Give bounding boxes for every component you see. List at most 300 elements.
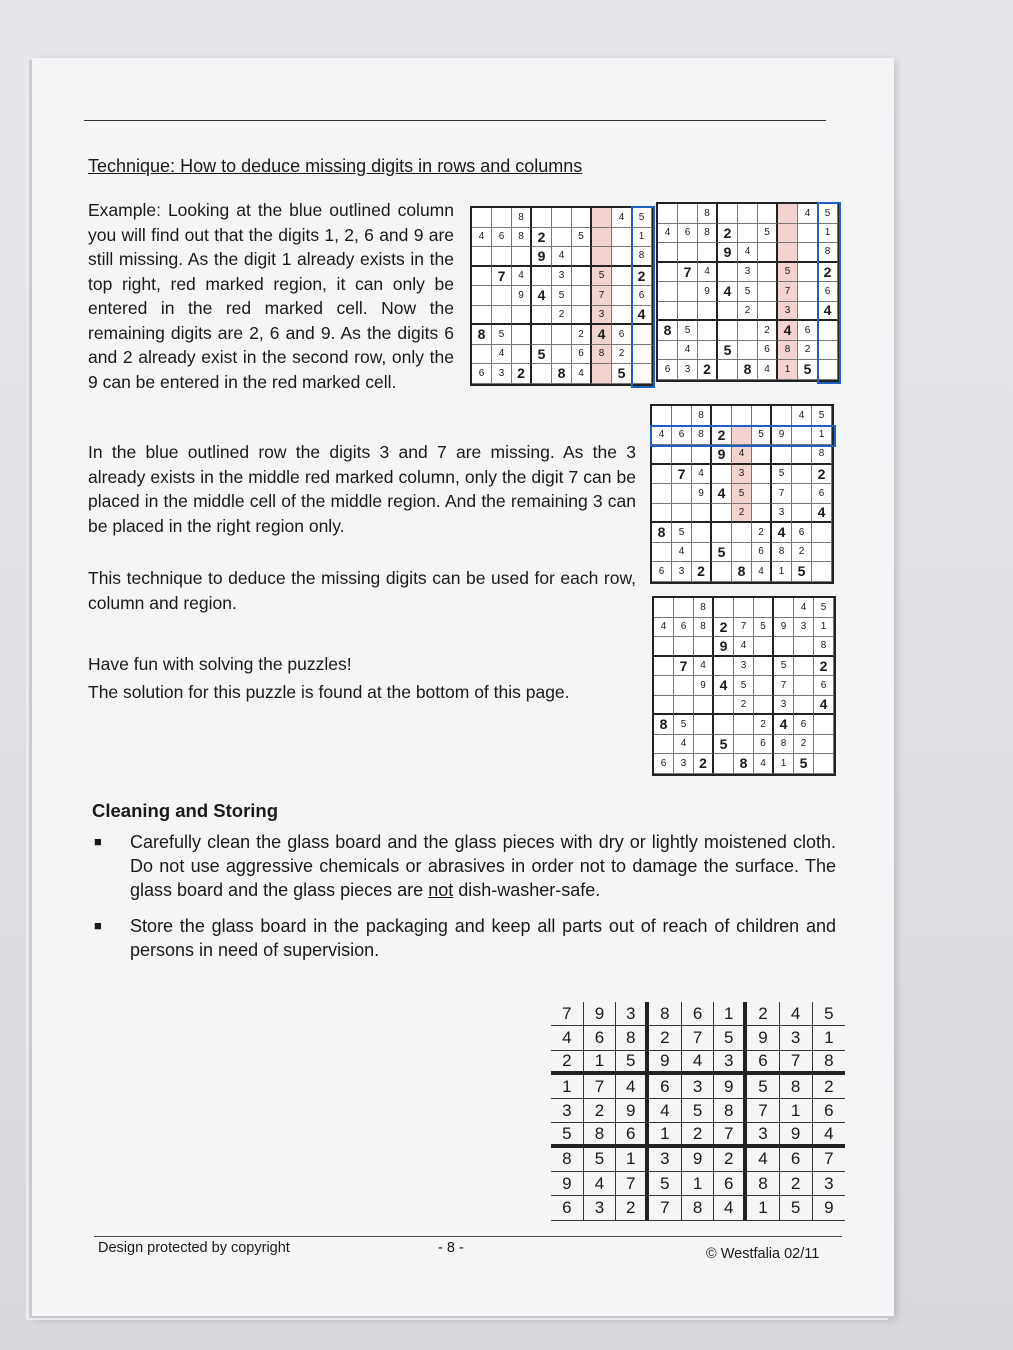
grid-cell <box>758 204 778 224</box>
grid-cell <box>718 263 738 283</box>
grid-cell: 2 <box>732 504 752 524</box>
grid-cell: 6 <box>674 618 694 638</box>
solution-cell: 6 <box>813 1099 846 1123</box>
grid-cell: 5 <box>752 426 772 446</box>
grid-cell <box>698 321 718 341</box>
grid-cell: 4 <box>712 484 732 504</box>
grid-cell <box>654 637 674 657</box>
grid-cell: 4 <box>552 247 572 267</box>
grid-cell: 4 <box>754 754 774 774</box>
solution-cell: 5 <box>551 1123 584 1147</box>
grid-cell: 2 <box>738 302 758 322</box>
grid-cell <box>658 204 678 224</box>
grid-cell <box>492 286 512 306</box>
grid-cell <box>592 208 612 228</box>
grid-cell: 8 <box>692 406 712 426</box>
grid-cell <box>732 426 752 446</box>
paragraph-example: Example: Looking at the blue outlined column you will find out that the digits 1, 2, 6 and 9 are still missing. As the digit 1 already exists in the top right, red marked region, it can only be entered in the red marked cell. Now the remaining digits are 2, 6 and 9. As the digits 6 and 2 already exist in the second row, only the 9 can be entered in the red marked cell. <box>88 200 454 392</box>
grid-cell <box>738 341 758 361</box>
grid-cell <box>734 598 754 618</box>
grid-cell <box>592 364 612 384</box>
grid-cell <box>714 657 734 677</box>
grid-cell: 4 <box>652 426 672 446</box>
grid-cell <box>738 224 758 244</box>
grid-cell <box>718 360 738 380</box>
solution-cell: 6 <box>584 1026 617 1050</box>
grid-cell <box>552 208 572 228</box>
grid-cell <box>674 696 694 716</box>
grid-cell <box>718 302 738 322</box>
grid-cell: 8 <box>694 598 714 618</box>
grid-cell <box>792 445 812 465</box>
grid-cell: 6 <box>612 325 632 345</box>
grid-cell <box>794 657 814 677</box>
grid-cell <box>732 543 752 563</box>
grid-cell: 8 <box>472 325 492 345</box>
grid-cell: 5 <box>492 325 512 345</box>
grid-cell <box>612 306 632 326</box>
grid-cell <box>754 637 774 657</box>
solution-cell: 7 <box>584 1075 617 1099</box>
solution-cell: 6 <box>616 1123 649 1147</box>
grid-cell: 4 <box>798 204 818 224</box>
grid-cell <box>592 247 612 267</box>
grid-cell <box>814 754 834 774</box>
grid-cell: 5 <box>734 676 754 696</box>
solution-cell: 4 <box>714 1196 747 1220</box>
solution-cell: 2 <box>714 1148 747 1172</box>
solution-cell: 5 <box>682 1099 715 1123</box>
grid-cell <box>672 484 692 504</box>
grid-cell <box>714 598 734 618</box>
grid-cell <box>712 523 732 543</box>
grid-cell <box>472 306 492 326</box>
grid-cell: 4 <box>572 364 592 384</box>
grid-cell <box>654 676 674 696</box>
solution-cell: 2 <box>584 1099 617 1123</box>
grid-cell: 6 <box>812 484 832 504</box>
grid-cell: 8 <box>814 637 834 657</box>
grid-cell <box>714 696 734 716</box>
grid-cell: 5 <box>798 360 818 380</box>
grid-cell <box>694 696 714 716</box>
grid-cell: 6 <box>678 224 698 244</box>
grid-cell: 4 <box>812 504 832 524</box>
grid-cell <box>674 598 694 618</box>
grid-cell: 4 <box>752 562 772 582</box>
solution-cell: 8 <box>714 1099 747 1123</box>
grid-cell <box>678 282 698 302</box>
solution-cell: 9 <box>551 1172 584 1196</box>
grid-cell: 8 <box>658 321 678 341</box>
grid-cell <box>512 325 532 345</box>
booklet-page <box>32 58 894 1316</box>
grid-cell: 2 <box>552 306 572 326</box>
grid-cell <box>652 543 672 563</box>
grid-cell: 9 <box>712 445 732 465</box>
solution-cell: 7 <box>649 1196 682 1220</box>
grid-cell: 6 <box>794 715 814 735</box>
grid-cell <box>712 465 732 485</box>
grid-cell: 1 <box>812 426 832 446</box>
grid-cell: 4 <box>658 224 678 244</box>
solution-cell: 2 <box>813 1075 846 1099</box>
grid-cell: 4 <box>672 543 692 563</box>
grid-cell: 4 <box>692 465 712 485</box>
grid-cell <box>658 282 678 302</box>
solution-cell: 6 <box>551 1196 584 1220</box>
grid-cell <box>774 637 794 657</box>
grid-cell: 5 <box>718 341 738 361</box>
grid-cell: 1 <box>774 754 794 774</box>
grid-cell: 5 <box>592 267 612 287</box>
grid-cell <box>658 263 678 283</box>
grid-cell: 4 <box>632 306 652 326</box>
grid-cell: 6 <box>572 345 592 365</box>
grid-cell <box>678 204 698 224</box>
solution-cell: 3 <box>551 1099 584 1123</box>
grid-cell: 6 <box>792 523 812 543</box>
grid-cell <box>652 445 672 465</box>
grid-cell <box>718 321 738 341</box>
grid-cell: 8 <box>694 618 714 638</box>
grid-cell <box>814 715 834 735</box>
grid-cell: 2 <box>818 263 838 283</box>
grid-cell: 4 <box>772 523 792 543</box>
solution-cell: 3 <box>714 1051 747 1075</box>
grid-cell: 3 <box>592 306 612 326</box>
grid-cell: 4 <box>814 696 834 716</box>
grid-cell <box>754 676 774 696</box>
solution-cell: 8 <box>584 1123 617 1147</box>
solution-cell: 9 <box>780 1123 813 1147</box>
grid-cell: 1 <box>814 618 834 638</box>
grid-cell <box>672 406 692 426</box>
grid-cell: 5 <box>612 364 632 384</box>
grid-cell: 5 <box>758 224 778 244</box>
grid-cell: 8 <box>818 243 838 263</box>
grid-cell: 1 <box>772 562 792 582</box>
grid-cell: 8 <box>632 247 652 267</box>
grid-cell <box>712 504 732 524</box>
grid-cell <box>532 364 552 384</box>
grid-cell: 3 <box>678 360 698 380</box>
solution-cell: 2 <box>649 1026 682 1050</box>
sudoku-example-grid <box>656 202 840 382</box>
grid-cell <box>778 204 798 224</box>
grid-cell: 3 <box>794 618 814 638</box>
grid-cell: 9 <box>774 618 794 638</box>
grid-cell <box>694 735 714 755</box>
grid-cell <box>512 345 532 365</box>
grid-cell: 4 <box>778 321 798 341</box>
grid-cell: 2 <box>792 543 812 563</box>
grid-cell: 4 <box>492 345 512 365</box>
grid-cell <box>658 302 678 322</box>
grid-cell <box>798 224 818 244</box>
grid-cell: 4 <box>654 618 674 638</box>
grid-cell: 7 <box>672 465 692 485</box>
solution-cell: 6 <box>780 1148 813 1172</box>
list-item <box>92 914 836 962</box>
grid-cell: 8 <box>698 204 718 224</box>
grid-cell: 7 <box>774 676 794 696</box>
grid-cell: 6 <box>818 282 838 302</box>
grid-cell: 1 <box>818 224 838 244</box>
cleaning-list <box>92 830 836 974</box>
grid-cell <box>754 657 774 677</box>
grid-cell <box>698 243 718 263</box>
grid-cell <box>752 406 772 426</box>
footer-publisher: © Westfalia 02/11 <box>706 1246 820 1262</box>
grid-cell <box>652 484 672 504</box>
grid-cell: 3 <box>674 754 694 774</box>
grid-cell: 9 <box>698 282 718 302</box>
grid-cell <box>714 715 734 735</box>
grid-cell <box>654 598 674 618</box>
solution-cell: 4 <box>682 1051 715 1075</box>
solution-cell: 9 <box>682 1148 715 1172</box>
paragraph-have-fun: Have fun with solving the puzzles! <box>88 654 352 674</box>
grid-cell: 6 <box>654 754 674 774</box>
solution-cell: 5 <box>813 1002 846 1026</box>
solution-cell: 9 <box>714 1075 747 1099</box>
grid-cell <box>752 445 772 465</box>
solution-cell: 1 <box>813 1026 846 1050</box>
grid-cell: 5 <box>674 715 694 735</box>
grid-cell: 7 <box>592 286 612 306</box>
grid-cell <box>472 345 492 365</box>
grid-cell: 8 <box>774 735 794 755</box>
solution-cell: 3 <box>584 1196 617 1220</box>
grid-cell <box>794 676 814 696</box>
solution-cell: 5 <box>616 1051 649 1075</box>
grid-cell <box>652 406 672 426</box>
solution-cell: 1 <box>584 1051 617 1075</box>
solution-cell: 9 <box>616 1099 649 1123</box>
solution-grid <box>551 1002 845 1221</box>
grid-cell <box>694 715 714 735</box>
solution-cell: 3 <box>616 1002 649 1026</box>
grid-cell: 2 <box>692 562 712 582</box>
grid-cell <box>792 426 812 446</box>
grid-cell: 8 <box>512 208 532 228</box>
grid-cell <box>632 325 652 345</box>
grid-cell <box>772 406 792 426</box>
grid-cell <box>612 286 632 306</box>
grid-cell <box>512 306 532 326</box>
solution-cell: 1 <box>714 1002 747 1026</box>
grid-cell: 2 <box>798 341 818 361</box>
grid-cell <box>672 445 692 465</box>
grid-cell <box>792 465 812 485</box>
grid-cell <box>652 504 672 524</box>
solution-cell: 7 <box>682 1026 715 1050</box>
grid-cell <box>552 345 572 365</box>
grid-cell: 2 <box>612 345 632 365</box>
solution-cell: 8 <box>780 1075 813 1099</box>
solution-cell: 3 <box>747 1123 780 1147</box>
grid-cell: 7 <box>678 263 698 283</box>
grid-cell <box>678 243 698 263</box>
grid-cell: 4 <box>718 282 738 302</box>
grid-cell: 4 <box>774 715 794 735</box>
grid-cell: 5 <box>774 657 794 677</box>
grid-cell: 6 <box>652 562 672 582</box>
grid-cell <box>572 286 592 306</box>
grid-cell <box>532 208 552 228</box>
solution-cell: 8 <box>616 1026 649 1050</box>
grid-cell: 4 <box>612 208 632 228</box>
grid-cell <box>738 204 758 224</box>
grid-cell: 5 <box>572 228 592 248</box>
bullet-icon: ■ <box>94 834 102 849</box>
solution-cell: 8 <box>551 1148 584 1172</box>
solution-cell: 2 <box>551 1051 584 1075</box>
grid-cell: 5 <box>672 523 692 543</box>
solution-cell: 4 <box>584 1172 617 1196</box>
grid-cell: 9 <box>772 426 792 446</box>
grid-cell <box>472 286 492 306</box>
grid-cell: 4 <box>512 267 532 287</box>
grid-cell <box>572 208 592 228</box>
grid-cell <box>592 228 612 248</box>
footer-rule <box>94 1236 842 1237</box>
solution-cell: 6 <box>714 1172 747 1196</box>
grid-cell: 8 <box>512 228 532 248</box>
grid-cell: 4 <box>818 302 838 322</box>
grid-cell: 3 <box>672 562 692 582</box>
page-title: Technique: How to deduce missing digits in rows and columns <box>88 156 583 176</box>
solution-cell: 3 <box>682 1075 715 1099</box>
sudoku-example-grid <box>470 206 654 386</box>
grid-cell: 5 <box>754 618 774 638</box>
grid-cell: 6 <box>492 228 512 248</box>
grid-cell <box>758 282 778 302</box>
grid-cell <box>692 504 712 524</box>
grid-cell: 6 <box>798 321 818 341</box>
solution-cell: 6 <box>649 1075 682 1099</box>
grid-cell: 7 <box>734 618 754 638</box>
grid-cell: 4 <box>674 735 694 755</box>
grid-cell <box>758 302 778 322</box>
solution-cell: 9 <box>747 1026 780 1050</box>
grid-cell <box>492 208 512 228</box>
grid-cell <box>694 637 714 657</box>
grid-cell: 4 <box>694 657 714 677</box>
grid-cell <box>812 543 832 563</box>
solution-cell: 1 <box>747 1196 780 1220</box>
grid-cell <box>672 504 692 524</box>
solution-cell: 7 <box>616 1172 649 1196</box>
grid-cell: 9 <box>532 247 552 267</box>
grid-cell: 2 <box>698 360 718 380</box>
grid-cell: 5 <box>814 598 834 618</box>
grid-cell: 2 <box>754 715 774 735</box>
grid-cell <box>752 484 772 504</box>
grid-cell <box>572 247 592 267</box>
grid-cell: 2 <box>718 224 738 244</box>
grid-cell <box>754 696 774 716</box>
grid-cell: 7 <box>772 484 792 504</box>
grid-cell <box>732 523 752 543</box>
grid-cell: 7 <box>492 267 512 287</box>
grid-cell: 5 <box>552 286 572 306</box>
bullet-icon: ■ <box>94 918 102 933</box>
grid-cell <box>532 325 552 345</box>
grid-cell: 2 <box>734 696 754 716</box>
grid-cell: 5 <box>738 282 758 302</box>
grid-cell <box>792 504 812 524</box>
solution-cell: 1 <box>551 1075 584 1099</box>
grid-cell: 2 <box>714 618 734 638</box>
grid-cell <box>698 302 718 322</box>
solution-cell: 7 <box>780 1051 813 1075</box>
grid-cell: 2 <box>532 228 552 248</box>
grid-cell <box>818 341 838 361</box>
grid-cell <box>472 247 492 267</box>
grid-cell: 6 <box>672 426 692 446</box>
grid-cell <box>552 228 572 248</box>
grid-cell: 7 <box>674 657 694 677</box>
grid-cell <box>692 523 712 543</box>
grid-cell <box>472 267 492 287</box>
grid-cell <box>654 696 674 716</box>
grid-cell <box>532 306 552 326</box>
grid-cell: 3 <box>774 696 794 716</box>
solution-cell: 3 <box>649 1148 682 1172</box>
grid-cell: 2 <box>814 657 834 677</box>
grid-cell <box>794 696 814 716</box>
grid-cell: 8 <box>698 224 718 244</box>
grid-cell <box>812 523 832 543</box>
grid-cell: 4 <box>738 243 758 263</box>
grid-cell <box>758 243 778 263</box>
grid-cell <box>698 341 718 361</box>
solution-cell: 8 <box>649 1002 682 1026</box>
grid-cell <box>632 364 652 384</box>
grid-cell: 8 <box>692 426 712 446</box>
grid-cell: 4 <box>758 360 778 380</box>
grid-cell <box>818 360 838 380</box>
grid-cell: 5 <box>712 543 732 563</box>
grid-cell <box>692 445 712 465</box>
grid-cell <box>792 484 812 504</box>
grid-cell <box>798 282 818 302</box>
solution-cell: 7 <box>714 1123 747 1147</box>
solution-cell: 3 <box>780 1026 813 1050</box>
grid-cell: 3 <box>734 657 754 677</box>
grid-cell <box>714 754 734 774</box>
solution-cell: 2 <box>682 1123 715 1147</box>
bullet-text-a: Carefully clean the glass board and the glass pieces with dry or lightly moistened cloth. Do not use aggressive chemicals or abrasives in order not to damage the surface. The glass board and the glass pieces are <box>130 832 836 900</box>
solution-cell: 7 <box>551 1002 584 1026</box>
grid-cell: 4 <box>472 228 492 248</box>
grid-cell: 6 <box>752 543 772 563</box>
grid-cell: 4 <box>794 598 814 618</box>
solution-cell: 1 <box>780 1099 813 1123</box>
grid-cell: 5 <box>818 204 838 224</box>
list-item <box>92 830 836 902</box>
grid-cell: 4 <box>732 445 752 465</box>
grid-cell <box>812 562 832 582</box>
grid-cell: 4 <box>592 325 612 345</box>
grid-cell: 1 <box>778 360 798 380</box>
grid-cell: 6 <box>754 735 774 755</box>
grid-cell <box>658 243 678 263</box>
grid-cell: 8 <box>732 562 752 582</box>
grid-cell: 4 <box>792 406 812 426</box>
